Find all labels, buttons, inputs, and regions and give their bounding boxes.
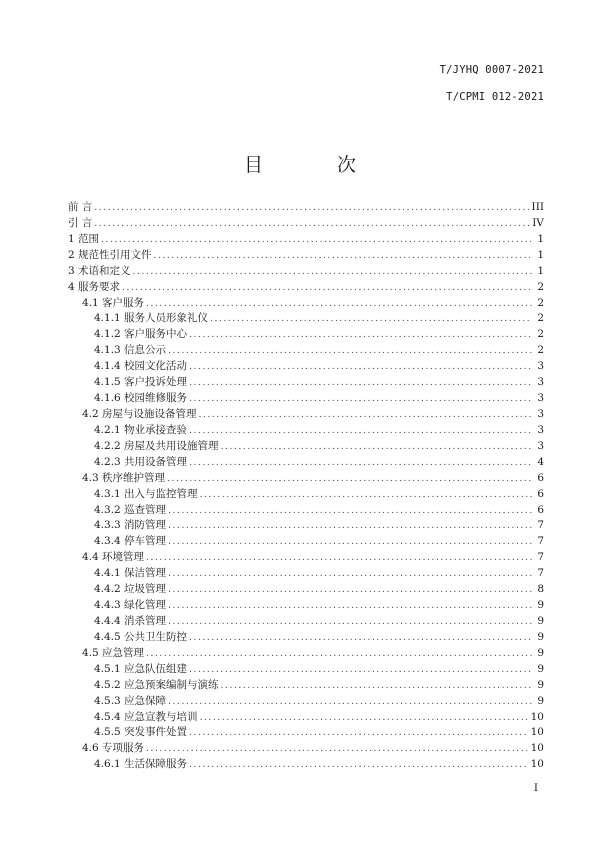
page-title: 目 次 [243,154,391,176]
toc-entry[interactable] [68,550,544,566]
toc-entry-page: 10 [530,726,544,739]
toc-entry[interactable] [68,264,544,280]
toc-entry[interactable] [68,248,544,264]
toc-entry-page: 10 [530,758,544,771]
toc-entry-page: 2 [537,280,544,293]
toc-entry-label: 4.4.1 保洁管理 [94,567,167,580]
toc-entry[interactable] [68,534,544,550]
toc-entry[interactable] [68,662,544,678]
toc-leader-dots [133,265,532,281]
toc-entry-page: 4 [537,455,544,468]
toc-entry[interactable] [68,566,544,582]
toc-leader-dots [168,567,532,583]
toc-entry-label: 4.5.3 应急保障 [94,694,167,707]
toc-leader-dots [221,440,532,456]
toc-entry[interactable] [68,503,544,519]
toc-leader-dots [189,631,532,647]
toc-entry-label: 4.1.1 服务人员形象礼仪 [94,312,209,325]
toc-entry-page: 10 [530,710,544,723]
toc-entry-page: 8 [537,583,544,596]
standard-code-1: T/JYHQ 0007-2021 [439,64,544,76]
toc-leader-dots [210,312,532,328]
toc-leader-dots [146,297,532,313]
toc-entry-label: 4.4.2 垃圾管理 [94,583,167,596]
toc-entry-label: 4.2.1 物业承接查验 [94,423,188,436]
toc-entry[interactable] [68,407,544,423]
toc-entry-label: 4.3 秩序维护管理 [82,471,166,484]
toc-leader-dots [146,742,529,758]
toc-entry-page: 9 [537,694,544,707]
toc-entry-page: 1 [537,232,544,245]
toc-entry-page: 9 [537,614,544,627]
toc-leader-dots [200,488,532,504]
toc-entry-label: 2 规范性引用文件 [68,248,152,261]
toc-leader-dots [199,408,532,424]
toc-leader-dots [189,376,532,392]
toc-entry-label: 4.1.5 客户投诉处理 [94,376,188,389]
toc-entry[interactable] [68,311,544,327]
toc-leader-dots [168,695,532,711]
toc-entry[interactable] [68,375,544,391]
toc-leader-dots [154,249,532,265]
toc-entry-label: 4.2.2 房屋及共用设施管理 [94,439,219,452]
toc-leader-dots [189,424,532,440]
toc-entry-page: 3 [537,392,544,405]
toc-entry-page: 6 [537,471,544,484]
toc-entry-label: 4.4.4 消杀管理 [94,614,167,627]
toc-leader-dots [189,758,529,774]
toc-entry-page: 1 [537,248,544,261]
toc-entry-label: 4.2.3 共用设备管理 [94,455,188,468]
toc-entry[interactable] [68,710,544,726]
toc-entry-label: 4.1 客户服务 [82,296,145,309]
toc-entry[interactable] [68,200,544,216]
toc-entry-label: 4.6 专项服务 [82,742,145,755]
toc-entry[interactable] [68,630,544,646]
toc-entry-page: 10 [530,742,544,755]
toc-entry-page: IV [532,216,544,229]
toc-leader-dots [94,201,529,217]
toc-entry-label: 4.1.3 信息公示 [94,344,167,357]
toc-entry-page: 7 [537,551,544,564]
toc-entry-page: 6 [537,503,544,516]
toc-entry-page: 3 [537,407,544,420]
toc-entry-page: 2 [537,328,544,341]
toc-leader-dots [168,615,532,631]
toc-entry-page: 2 [537,296,544,309]
toc-entry[interactable] [68,518,544,534]
toc-leader-dots [200,711,529,727]
toc-entry[interactable] [68,678,544,694]
toc-entry-label: 4.5.2 应急预案编制与演练 [94,678,219,691]
toc-entry-page: III [531,201,544,213]
toc-leader-dots [122,281,532,297]
toc-leader-dots [189,328,532,344]
toc-leader-dots [168,344,532,360]
toc-entry-page: 6 [537,487,544,500]
toc-entry-label: 4.3.2 巡查管理 [94,503,167,516]
toc-entry-page: 1 [537,264,544,277]
toc-entry[interactable] [68,423,544,439]
toc-entry-page: 3 [537,423,544,436]
toc-entry[interactable] [68,582,544,598]
toc-entry-label: 4.3.4 停车管理 [94,535,167,548]
toc-leader-dots [189,392,532,408]
toc-entry-page: 7 [537,567,544,580]
toc-entry[interactable] [68,741,544,757]
toc-entry-label: 4.4.3 绿化管理 [94,599,167,612]
toc-entry-label: 4.4.5 公共卫生防控 [94,630,188,643]
toc-entry-page: 9 [537,678,544,691]
toc-entry-label: 引 言 [68,216,93,229]
toc-entry-page: 9 [537,662,544,675]
toc-entry-page: 7 [537,519,544,532]
toc-entry-label: 4 服务要求 [68,280,121,293]
toc-leader-dots [189,726,529,742]
toc-entry[interactable] [68,725,544,741]
toc-leader-dots [94,217,530,233]
toc-entry-page: 9 [537,646,544,659]
toc-entry-label: 4.4 环境管理 [82,551,145,564]
toc-entry-page: 2 [537,344,544,357]
toc-entry-label: 4.5.5 突发事件处置 [94,726,188,739]
toc-entry[interactable] [68,487,544,503]
toc-entry-page: 3 [537,376,544,389]
toc-entry-label: 1 范围 [68,232,100,245]
toc-entry-page: 9 [537,599,544,612]
toc-entry[interactable] [68,455,544,471]
standard-code-2: T/CPMI 012-2021 [446,91,544,103]
toc-leader-dots [189,456,532,472]
toc-entry-label: 4.5.4 应急宣教与培训 [94,710,198,723]
toc-leader-dots [168,535,532,551]
toc-entry-label: 前 言 [68,201,93,213]
toc-leader-dots [168,599,532,615]
toc-entry[interactable] [68,280,544,296]
toc-leader-dots [101,233,532,249]
toc-entry-label: 4.3.1 出入与监控管理 [94,487,198,500]
toc-leader-dots [221,679,532,695]
toc-leader-dots [168,504,532,520]
toc-entry[interactable] [68,391,544,407]
toc-leader-dots [146,647,532,663]
toc-entry[interactable] [68,296,544,312]
toc-entry-page: 3 [537,439,544,452]
toc-entry[interactable] [68,439,544,455]
toc-entry[interactable] [68,757,544,773]
toc-entry-label: 4.5 应急管理 [82,646,145,659]
toc-entry-label: 4.3.3 消防管理 [94,519,167,532]
toc-entry-page: 3 [537,360,544,373]
toc-entry-page: 2 [537,312,544,325]
toc-entry-page: 9 [537,630,544,643]
toc-entry[interactable] [68,614,544,630]
toc-entry[interactable] [68,598,544,614]
toc-entry[interactable] [68,646,544,662]
toc-leader-dots [168,519,532,535]
toc-entry-label: 4.1.6 校园维修服务 [94,392,188,405]
toc-leader-dots [168,583,532,599]
toc-leader-dots [146,551,532,567]
toc-entry[interactable] [68,327,544,343]
table-of-contents [68,200,544,773]
toc-entry[interactable] [68,471,544,487]
toc-entry-label: 4.6.1 生活保障服务 [94,758,188,771]
toc-entry[interactable] [68,359,544,375]
toc-entry[interactable] [68,694,544,710]
toc-entry[interactable] [68,232,544,248]
toc-entry-label: 4.1.2 客户服务中心 [94,328,188,341]
toc-leader-dots [189,663,532,679]
toc-leader-dots [189,360,532,376]
toc-entry-label: 3 术语和定义 [68,264,131,277]
toc-entry[interactable] [68,343,544,359]
toc-entry[interactable] [68,216,544,232]
toc-leader-dots [167,472,532,488]
toc-entry-label: 4.1.4 校园文化活动 [94,360,188,373]
toc-entry-page: 7 [537,535,544,548]
toc-entry-label: 4.2 房屋与设施设备管理 [82,407,197,420]
page-number: I [533,782,538,794]
toc-entry-label: 4.5.1 应急队伍组建 [94,662,188,675]
